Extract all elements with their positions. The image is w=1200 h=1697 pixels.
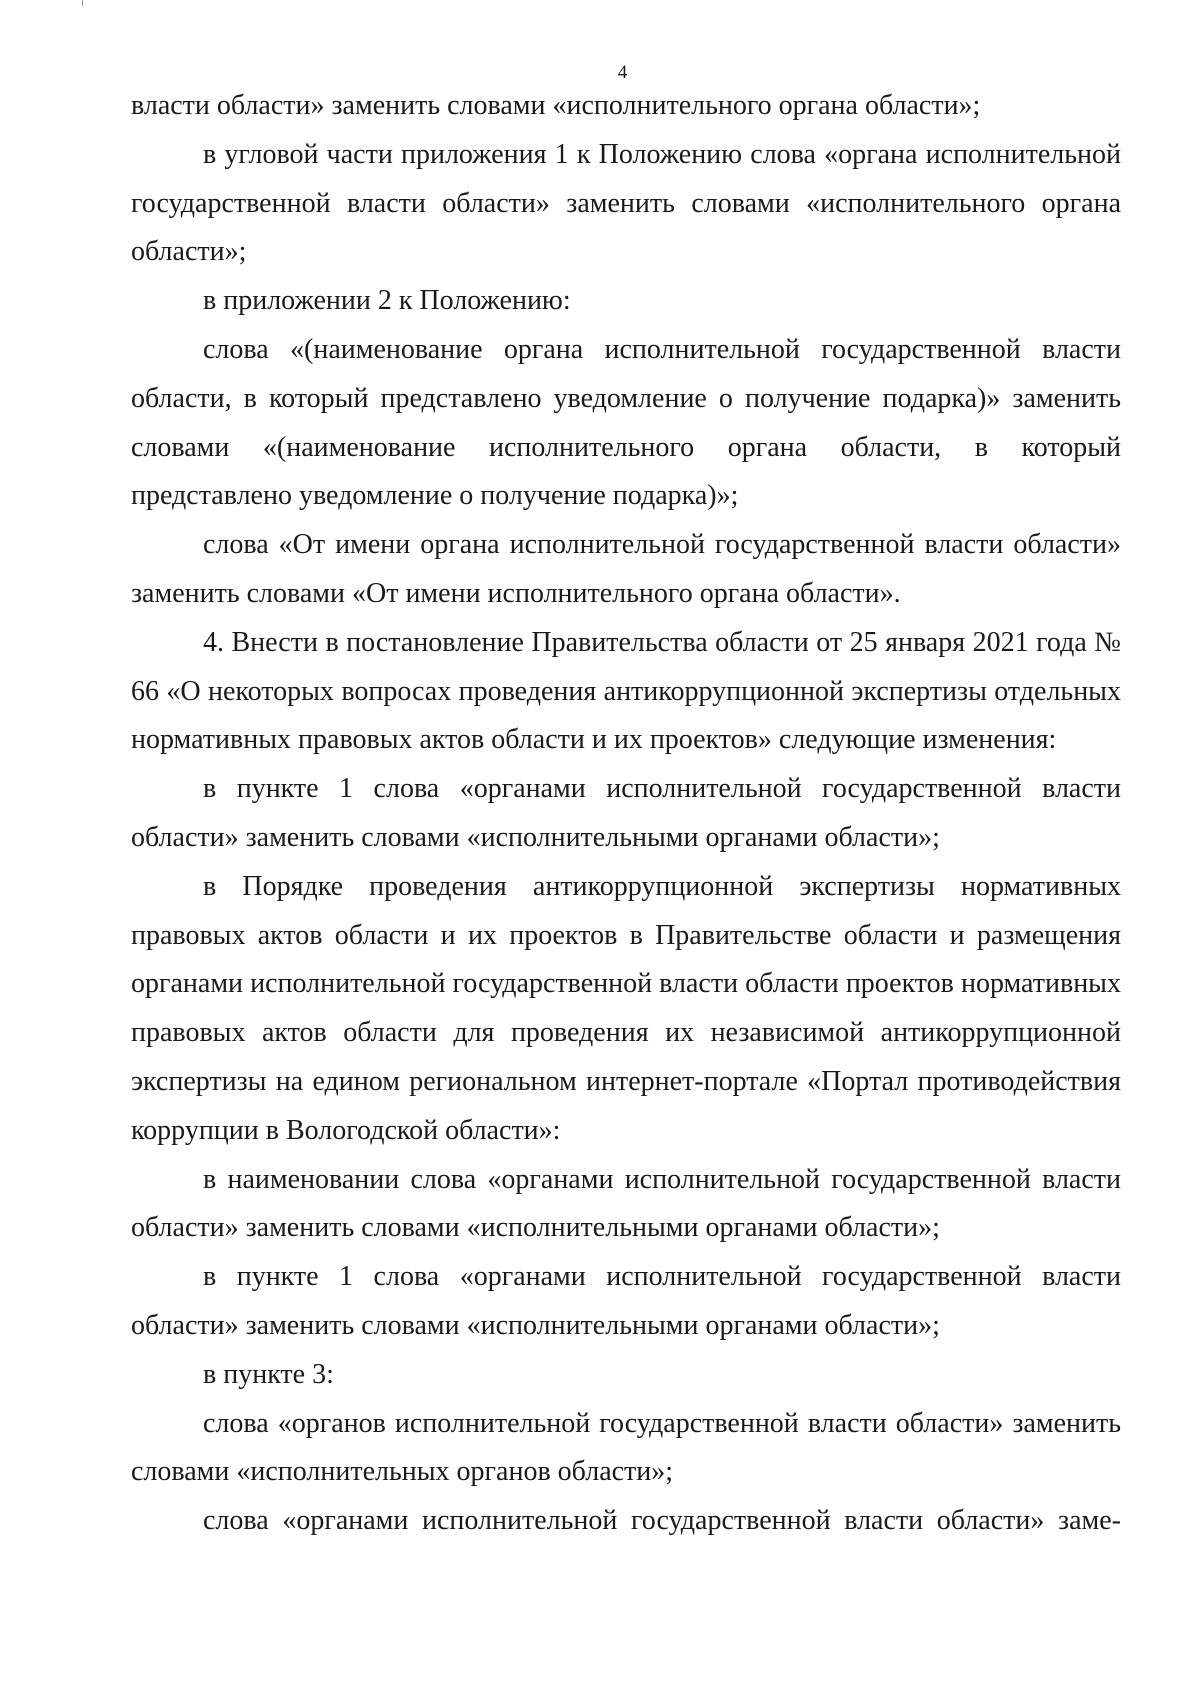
paragraph-8: в Порядке проведения антикоррупционной экспертизы нормативных правовых актов области и их проектов в Правительстве области и размещения органами исполнительной государственной власти области проектов нормативных правовых актов области для проведения их независимой антикоррупционной экспертизы на едином региональном интернет-портале «Портал противодействия коррупции в Вологодской области»: <box>131 870 1121 1146</box>
paragraph-1: власти области» заменить словами «исполнительного органа области»; <box>131 90 981 121</box>
paragraph-12: слова «органов исполнительной государственной власти области» заменить словами «исполнительных органов области»; <box>131 1407 1121 1488</box>
paragraph-5: слова «От имени органа исполнительной государственной власти области» заменить словами «От имени исполнительного органа области». <box>131 529 1121 609</box>
paragraph-13: слова «органами исполнительной государственной власти области» заме- <box>203 1505 1121 1537</box>
paragraph-4: слова «(наименование органа исполнительной государственной власти области, в который представлено уведомление о получение подарка)» заменить словами «(наименование исполнительного органа области, в который представлено уведомление о получение подарка)»; <box>131 333 1121 512</box>
paragraph-3: в приложении 2 к Положению: <box>203 285 571 317</box>
paragraph-11: в пункте 3: <box>203 1358 334 1390</box>
paragraph-6: 4. Внести в постановление Правительства области от 25 января 2021 года № 66 «О некоторых вопросах проведения антикоррупционной экспертизы отдельных нормативных правовых актов области и их проектов» следующие изменения: <box>131 626 1121 756</box>
paragraph-10: в пункте 1 слова «органами исполнительной государственной власти области» заменить словами «исполнительными органами области»; <box>131 1261 1121 1341</box>
paragraph-9: в наименовании слова «органами исполнительной государственной власти области» заменить словами «исполнительными органами области»; <box>131 1163 1121 1244</box>
page-number: 4 <box>617 62 628 83</box>
paragraph-2: в угловой части приложения 1 к Положению слова «органа исполнительной государственной власти области» заменить словами «исполнительного органа области»; <box>131 138 1121 268</box>
paragraph-7: в пункте 1 слова «органами исполнительной государственной власти области» заменить словами «исполнительными органами области»; <box>131 773 1121 853</box>
scan-mark <box>82 0 83 6</box>
document-body <box>131 82 1121 1546</box>
